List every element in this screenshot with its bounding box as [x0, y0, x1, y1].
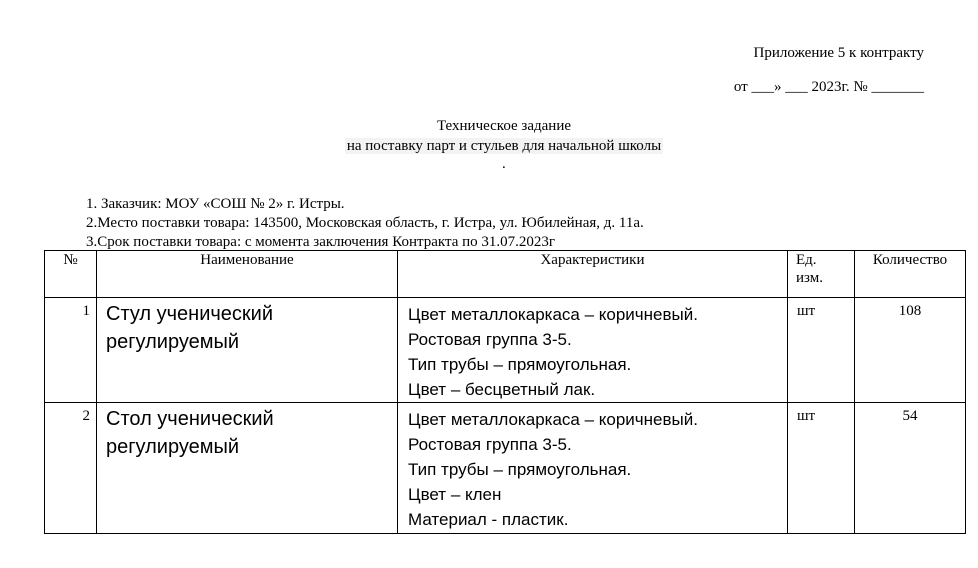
appendix-label: Приложение 5 к контракту — [753, 45, 924, 61]
item-quantity: 54 — [855, 403, 966, 534]
characteristic-line: Тип трубы – прямоугольная. — [408, 355, 632, 374]
item-name — [97, 403, 398, 534]
item-quantity: 108 — [855, 298, 966, 403]
characteristic-line: Цвет – бесцветный лак. — [408, 380, 596, 399]
item-unit: шт — [788, 403, 855, 534]
table-row — [45, 403, 966, 534]
item-name-line2: регулируемый — [106, 331, 240, 353]
characteristic-line: Ростовая группа 3-5. — [408, 435, 572, 454]
item-name — [97, 298, 398, 403]
stray-dot: . — [502, 156, 506, 172]
info-delivery-term: 3.Срок поставки товара: с момента заключения Контракта по 31.07.2023г — [86, 234, 556, 250]
characteristic-line: Цвет металлокаркаса – коричневый. — [408, 410, 698, 429]
item-name-line1: Стул ученический — [106, 303, 274, 325]
item-name-line1: Стол ученический — [106, 408, 274, 430]
document-subtitle — [0, 137, 978, 155]
header-unit-line2: изм. — [796, 270, 823, 286]
characteristic-line: Материал - пластик. — [408, 510, 569, 529]
table-header-row — [45, 251, 966, 298]
item-unit: шт — [788, 298, 855, 403]
contract-date-line: от ___» ___ 2023г. № _______ — [733, 79, 924, 95]
header-name: Наименование — [97, 251, 398, 298]
info-customer: 1. Заказчик: МОУ «СОШ № 2» г. Истры. — [86, 196, 345, 212]
document-title: Техническое задание — [436, 118, 572, 134]
subtitle-text: на поставку парт и стульев для начальной школы — [346, 138, 662, 154]
characteristic-line: Ростовая группа 3-5. — [408, 330, 572, 349]
header-num: № — [45, 251, 97, 298]
row-number: 2 — [45, 403, 97, 534]
characteristic-line: Цвет металлокаркаса – коричневый. — [408, 305, 698, 324]
item-characteristics — [398, 403, 788, 534]
header-characteristics: Характеристики — [398, 251, 788, 298]
header-unit — [788, 251, 855, 298]
item-name-line2: регулируемый — [106, 436, 240, 458]
table-row — [45, 298, 966, 403]
header-quantity: Количество — [855, 251, 966, 298]
spec-table — [44, 250, 966, 534]
row-number: 1 — [45, 298, 97, 403]
characteristic-line: Тип трубы – прямоугольная. — [408, 460, 632, 479]
header-unit-line1: Ед. — [796, 252, 817, 268]
item-characteristics — [398, 298, 788, 403]
characteristic-line: Цвет – клен — [408, 485, 502, 504]
info-delivery-place: 2.Место поставки товара: 143500, Московская область, г. Истра, ул. Юбилейная, д. 11а. — [86, 215, 644, 231]
